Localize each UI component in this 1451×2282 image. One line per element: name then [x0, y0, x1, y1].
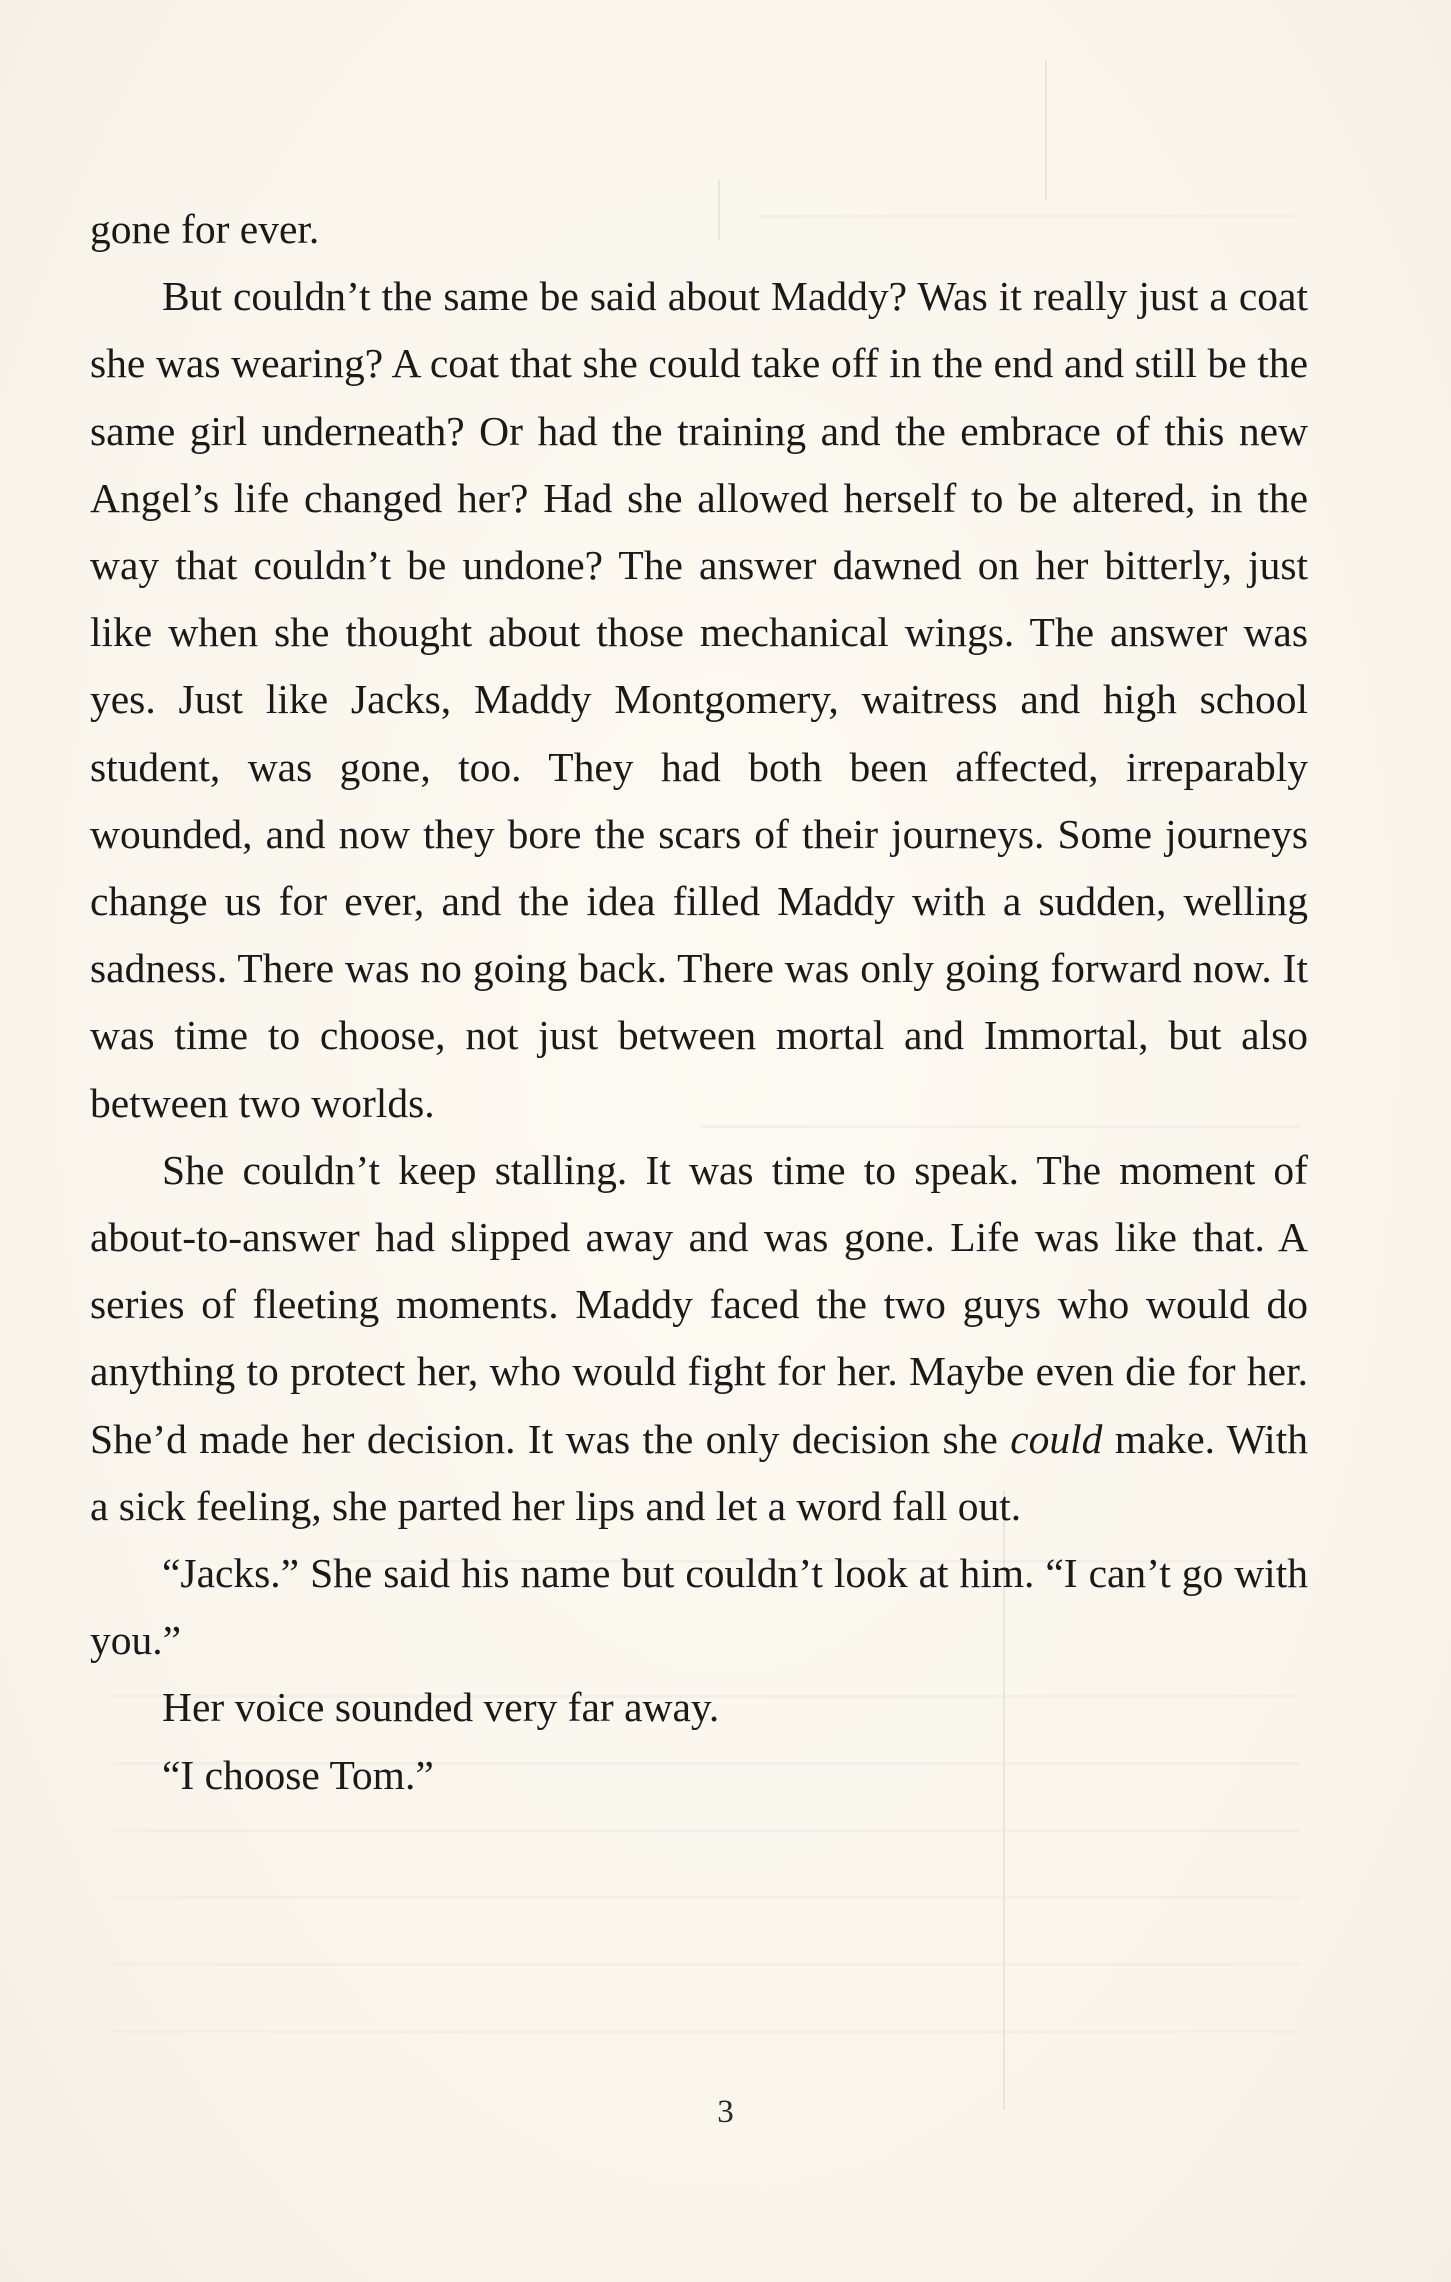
paragraph-text: But couldn’t the same be said about Maddy? Was it really just a coat she was wearing? A coat that she could take off in the end and still be the same girl underneath? Or had the training and the embrace of this new Angel’s life changed her? Had she allowed herself to be altered, in the way that couldn’t be undone? The answer dawned on her bitterly, just like when she thought about those mechanical wings. The answer was yes. Just like Jacks, Maddy Montgomery, waitress and high school student, was gone, too. They had both been affected, irreparably wounded, and now they bore the scars of their journeys. Some journeys change us for ever, and the idea filled Maddy with a sudden, welling sadness. There was no going back. There was only going forward now. It was time to choose, not just between mortal and Immortal, but also between two worlds.	[90, 273, 1308, 1126]
paragraph	[90, 196, 1308, 263]
paragraph-text: Her voice sounded very far away.	[162, 1684, 720, 1731]
paragraph	[90, 1674, 1308, 1741]
paragraph-text: She couldn’t keep stalling. It was time to speak. The moment of about-to-answer had slipped away and was gone. Life was like that. A series of fleeting moments. Maddy faced the two guys who would do anything to protect her, who would fight for her. Maybe even die for her. She’d made her decision. It was the only decision she	[90, 1146, 1308, 1462]
paragraph	[90, 263, 1308, 1137]
paragraph	[90, 1137, 1308, 1540]
paragraph-text: “I choose Tom.”	[162, 1751, 434, 1798]
paragraph-text: “Jacks.” She said his name but couldn’t look at him. “I can’t go with you.”	[90, 1550, 1308, 1664]
show-through-mark	[110, 1963, 1300, 1966]
body-text	[90, 196, 1308, 1809]
show-through-mark	[110, 1829, 1300, 1832]
italic-text: could	[1010, 1415, 1103, 1462]
paragraph-text: gone for ever.	[90, 206, 320, 252]
paper-crease	[1045, 60, 1047, 200]
paragraph	[90, 1742, 1308, 1809]
show-through-mark	[110, 2030, 1300, 2033]
page-number: 3	[717, 2094, 734, 2130]
paragraph	[90, 1540, 1308, 1674]
paragraph-text: make. With a sick feeling, she parted her lips and let a word fall out.	[90, 1415, 1308, 1529]
show-through-mark	[110, 1896, 1300, 1899]
